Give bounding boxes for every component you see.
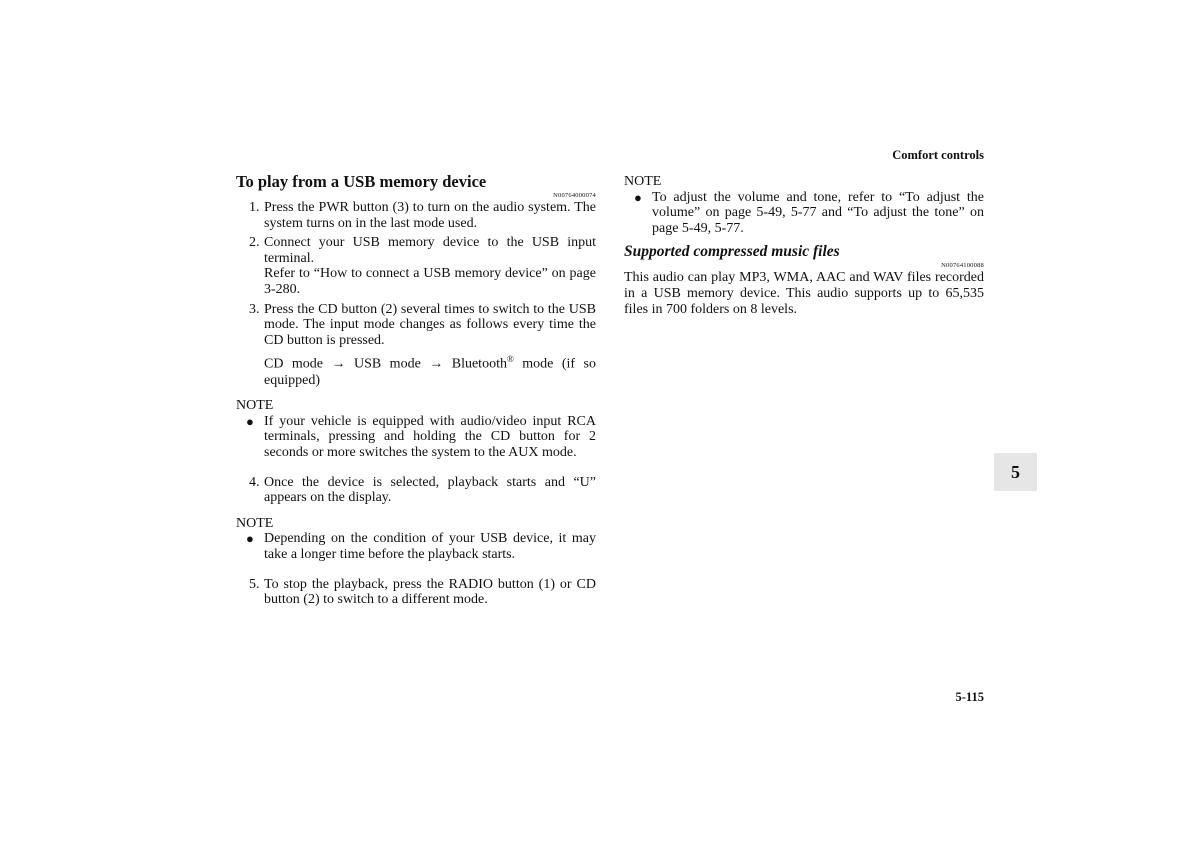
note-text: To adjust the volume and tone, refer to “To adjust the volume” on page 5-49, 5-77 and “To adjust the tone” on page 5-49, 5-77. — [652, 189, 984, 236]
body-paragraph: This audio can play MP3, WMA, AAC and WAV files recorded in a USB memory device. This audio supports up to 65,535 files in 700 folders on 8 levels. — [624, 270, 984, 317]
note-label: NOTE — [236, 398, 274, 414]
mode-sequence — [236, 352, 596, 388]
note-item — [236, 414, 596, 461]
step-4 — [236, 475, 596, 506]
step-1 — [236, 200, 596, 231]
step-number: 5. — [249, 576, 260, 592]
bullet-icon: ● — [634, 189, 642, 205]
heading-code: N00764000074 — [553, 192, 596, 199]
subsection-code: N00764100088 — [941, 262, 984, 270]
mode-sequence-suffix: mode (if so equipped) — [264, 357, 597, 388]
subsection-heading: Supported compressed music files — [624, 243, 840, 261]
note-text: If your vehicle is equipped with audio/video input RCA terminals, pressing and holding the CD button for 2 seconds or more switches the system to the AUX mode. — [264, 413, 596, 460]
step-text: Connect your USB memory device to the USB input terminal. — [264, 235, 596, 266]
bullet-icon: ● — [246, 413, 254, 429]
step-2-reference: Refer to “How to connect a USB memory device” on page 3-280. — [264, 266, 596, 297]
note-item — [236, 531, 596, 562]
right-column — [624, 174, 984, 317]
step-number: 4. — [249, 474, 260, 490]
note-text: Depending on the condition of your USB device, it may take a longer time before the playback starts. — [264, 531, 596, 562]
bullet-icon: ● — [246, 531, 254, 547]
step-text: Press the CD button (2) several times to switch to the USB mode. The input mode changes as follows every time the CD button is pressed. — [264, 301, 596, 348]
step-3 — [236, 302, 596, 349]
registered-mark: ® — [506, 354, 514, 365]
step-2 — [236, 235, 596, 266]
note-label: NOTE — [236, 515, 274, 531]
step-5 — [236, 577, 596, 608]
step-number: 2. — [249, 235, 260, 251]
step-number: 1. — [249, 200, 260, 215]
section-heading: To play from a USB memory device — [236, 172, 487, 191]
step-text: Press the PWR button (3) to turn on the audio system. The system turns on in the last mode used. — [264, 200, 596, 231]
page-number: 5-115 — [955, 690, 984, 704]
step-number: 3. — [249, 301, 260, 317]
left-column — [236, 172, 596, 608]
step-text: Once the device is selected, playback starts and “U” appears on the display. — [264, 474, 596, 506]
step-text: To stop the playback, press the RADIO button (1) or CD button (2) to switch to a different mode. — [264, 576, 596, 608]
mode-sequence-text: CD mode → USB mode → Bluetooth — [264, 357, 507, 372]
note-label: NOTE — [624, 174, 662, 189]
chapter-tab: 5 — [994, 453, 1037, 491]
running-header: Comfort controls — [892, 148, 984, 162]
note-item — [624, 190, 984, 237]
